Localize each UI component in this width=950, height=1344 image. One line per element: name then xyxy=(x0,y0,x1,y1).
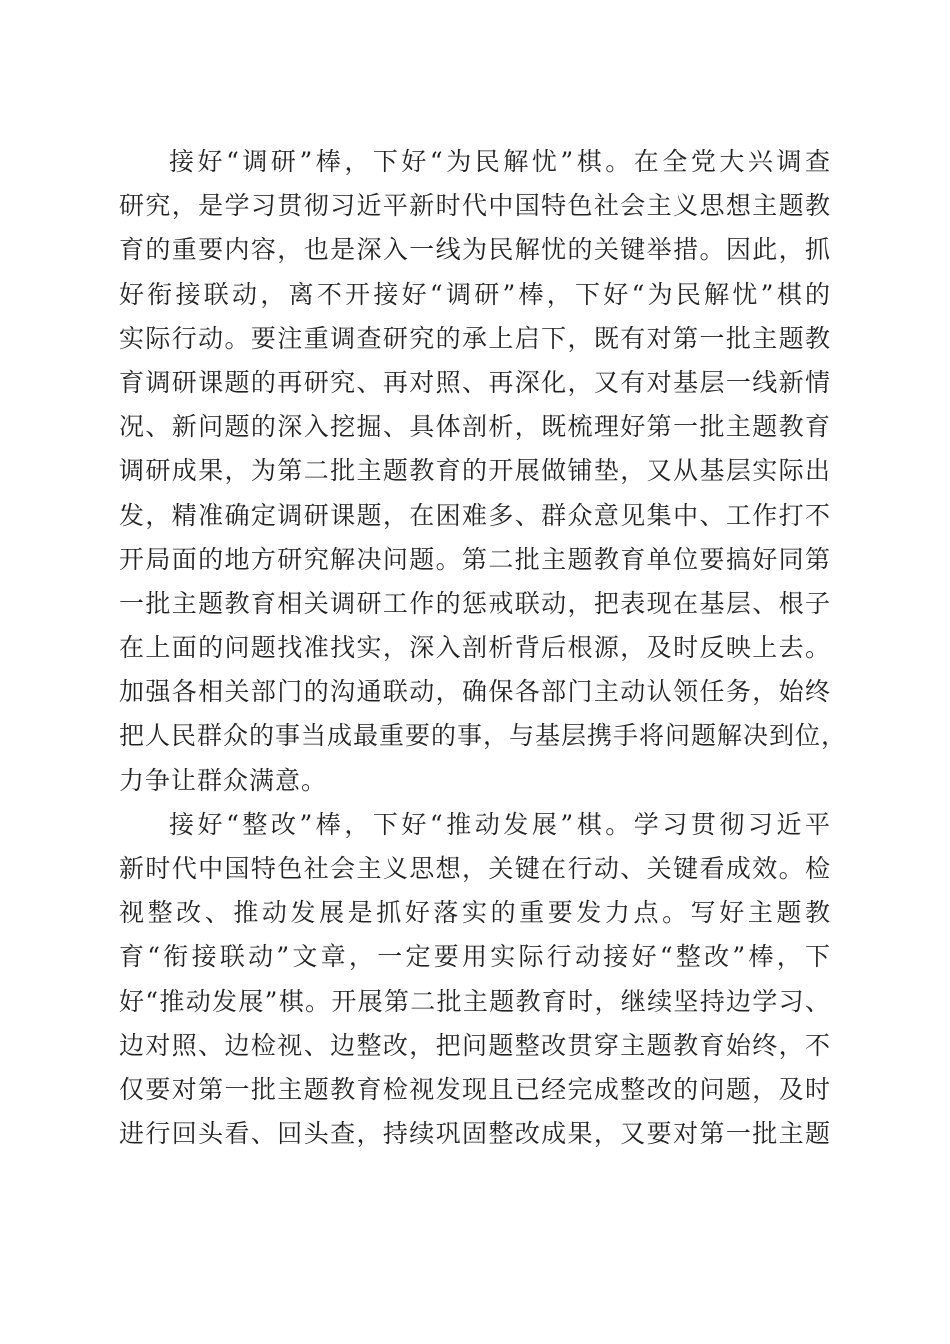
text-line: 育“衔接联动”文章，一定要用实际行动接好“整改”棒，下 xyxy=(119,942,831,972)
text-line: 一批主题教育相关调研工作的惩戒联动，把表现在基层、根子 xyxy=(119,588,831,618)
text-line: 仅要对第一批主题教育检视发现且已经完成整改的问题，及时 xyxy=(119,1074,831,1104)
text-line: 接好“整改”棒，下好“推动发展”棋。学习贯彻习近平 xyxy=(169,809,831,839)
text-line: 好“推动发展”棋。开展第二批主题教育时，继续坚持边学习、 xyxy=(119,986,831,1016)
text-line: 接好“调研”棒，下好“为民解忧”棋。在全党大兴调查 xyxy=(169,147,831,176)
text-line: 调研成果，为第二批主题教育的开展做铺垫，又从基层实际出 xyxy=(119,456,831,486)
text-line: 育的重要内容，也是深入一线为民解忧的关键举措。因此，抓 xyxy=(119,235,831,265)
text-line: 况、新问题的深入挖掘、具体剖析，既梳理好第一批主题教育 xyxy=(119,412,831,442)
text-line: 研究，是学习贯彻习近平新时代中国特色社会主义思想主题教 xyxy=(119,191,831,221)
paragraph-rectification xyxy=(119,803,831,1157)
text-line: 把人民群众的事当成最重要的事，与基层携手将问题解决到位， xyxy=(119,721,848,751)
text-line: 好衔接联动，离不开接好“调研”棒，下好“为民解忧”棋的 xyxy=(119,279,831,309)
text-line: 发，精准确定调研课题，在困难多、群众意见集中、工作打不 xyxy=(119,500,831,530)
text-line: 新时代中国特色社会主义思想，关键在行动、关键看成效。检 xyxy=(119,854,831,883)
text-line: 进行回头看、回头查，持续巩固整改成果，又要对第一批主题 xyxy=(119,1119,831,1149)
text-line: 视整改、推动发展是抓好落实的重要发力点。写好主题教 xyxy=(119,898,831,928)
body-text xyxy=(119,140,848,1156)
text-line: 边对照、边检视、边整改，把问题整改贯穿主题教育始终，不 xyxy=(119,1030,831,1060)
text-line: 育调研课题的再研究、再对照、再深化，又有对基层一线新情 xyxy=(119,367,831,397)
paragraph-research xyxy=(119,140,848,803)
text-line: 力争让群众满意。 xyxy=(119,765,328,795)
text-line: 在上面的问题找准找实，深入剖析背后根源，及时反映上去。 xyxy=(119,633,831,663)
text-line: 加强各相关部门的沟通联动，确保各部门主动认领任务，始终 xyxy=(119,677,831,707)
text-line: 实际行动。要注重调查研究的承上启下，既有对第一批主题教 xyxy=(119,323,831,353)
text-line: 开局面的地方研究解决问题。第二批主题教育单位要搞好同第 xyxy=(119,544,831,574)
